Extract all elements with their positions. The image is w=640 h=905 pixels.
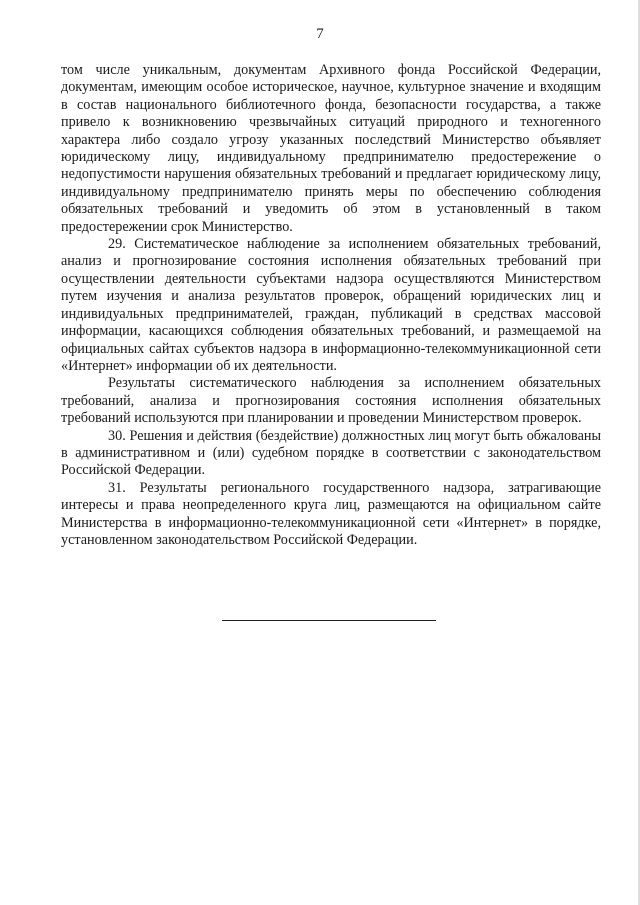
paragraph-monitoring-results: Результаты систематического наблюдения за исполнением обязательных требований, анализа и прогнозирования состояния исполнения обязательных требований используются при планировании и проведении Министерством проверок. [61, 375, 601, 427]
page-number: 7 [316, 26, 324, 42]
paragraph-30: 30. Решения и действия (бездействие) должностных лиц могут быть обжалованы в административном и (или) судебном порядке в соответствии с законодательством Российской Федерации. [61, 427, 601, 479]
document-body [61, 62, 601, 549]
paragraph-29: 29. Систематическое наблюдение за исполнением обязательных требований, анализ и прогнозирование состояния исполнения обязательных требований при осуществлении деятельности субъектами надзора осуществляются Министерством путем изучения и анализа результатов проверок, обращений юридических лиц и индивидуальных предпринимателей, граждан, публикаций в средствах массовой информации, касающихся соблюдения обязательных требований, и размещаемой на официальных сайтах субъектов надзора в информационно-телекоммуникационной сети «Интернет» информации об их деятельности. [61, 236, 601, 374]
paragraph-31: 31. Результаты регионального государственного надзора, затрагивающие интересы и права неопределенного круга лиц, размещаются на официальном сайте Министерства в информационно-телекоммуникационной сети «Интернет» в порядке, установленном законодательством Российской Федерации. [61, 479, 601, 548]
end-of-document-line [222, 620, 436, 621]
paragraph-continuation: том числе уникальным, документам Архивного фонда Российской Федерации, документам, имеющим особое историческое, научное, культурное значение и входящим в состав национального библиотечного фонда, безопасности государства, а также привело к возникновению чрезвычайных ситуаций природного и техногенного характера либо создало угрозу указанных последствий Министерство объявляет юридическому лицу, индивидуальному предпринимателю предостережение о недопустимости нарушения обязательных требований и предлагает юридическому лицу, индивидуальному предпринимателю принять меры по обеспечению соблюдения обязательных требований и уведомить об этом в установленный в таком предостережении срок Министерство. [61, 62, 601, 235]
